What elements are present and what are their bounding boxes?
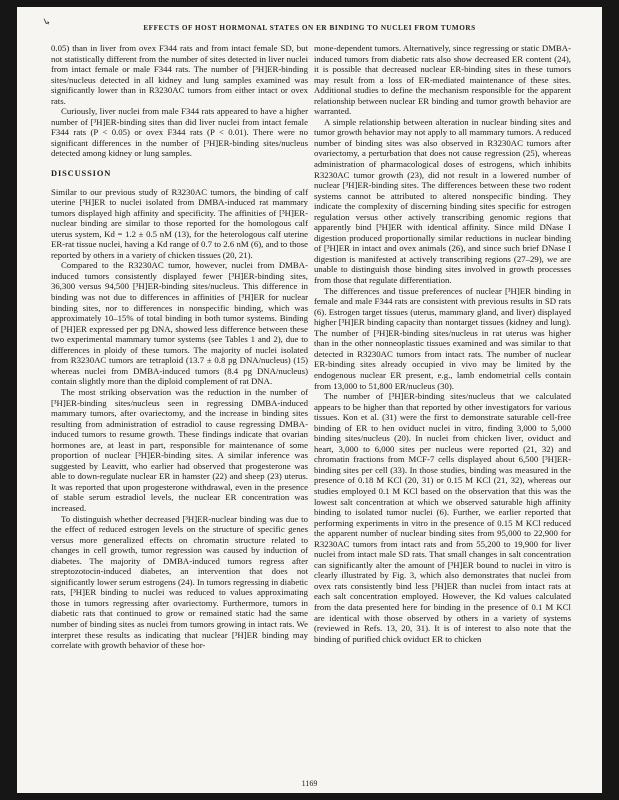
paragraph: Similar to our previous study of R3230AC tumors, the binding of calf uterine [³H]ER to nuclei isolated from DMBA-induced rat mammary tumors displayed high affinity and specificity. The affinities of [³H]ER-nuclear binding are similar to those reported for the homologous calf uterus system, Kd = 1.2 ± 0.5 nM (13), for the heterologous calf uterine ER-rat tissue nuclei, having a Kd range of 0.7 to 2.6 nM (6), and to those reported by others in a variety of chicken tissues (20, 21). (51, 186, 308, 260)
paragraph: mone-dependent tumors. Alternatively, since regressing or static DMBA-induced tumors from diabetic rats also show decreased ER content (24), it is possible that decreased nuclear ER-binding sites in these tumors may result from a loss of ER-mediated maintenance of these sites. Additional studies to define the mechanism responsible for the apparent relationship between nuclear ER binding and tumor growth behavior are warranted. (314, 43, 571, 117)
paragraph: The most striking observation was the reduction in the number of [³H]ER-binding sites/nucleus seen in regressing DMBA-induced mammary tumors, after ovariectomy, and the increase in binding sites resulting from administration of estradiol to cause regressing DMBA-induced tumors to resume growth. These findings indicate that ovarian hormones are, at least in part, responsible for maintenance of some proportion of nuclear [³H]ER-binding sites. A similar inference was suggested by Leavitt, who earlier had observed that progesterone was able to down-regulate nuclear ER in hamster (22) and sheep (23) uterus. It was reported that upon progesterone withdrawal, even in the presence of stable serum estradiol levels, the nuclear ER concentration was increased. (51, 386, 308, 513)
paragraph: To distinguish whether decreased [³H]ER-nuclear binding was due to the effect of reduced estrogen levels on the structure of specific genes versus more generalized effects on chromatin structure related to changes in cell growth, tumor regression was caused by induction of diabetes. The majority of DMBA-induced tumors regress after streptozotocin-induced diabetes, an intervention that does not significantly lower serum estrogens (24). In tumors regressing in diabetic rats, [³H]ER binding to nuclei was reduced to values approximating those in tumors regressing after ovariectomy. Furthermore, tumors in diabetic rats that continued to grow or remained static had the same number of binding sites as nuclei from tumors growing in intact rats. We interpret these results as indicating that nuclear [³H]ER binding may correlate with growth behavior of these hor- (51, 513, 308, 651)
running-head: EFFECTS OF HOST HORMONAL STATES ON ER BINDING TO NUCLEI FROM TUMORS (143, 24, 476, 32)
paragraph: Curiously, liver nuclei from male F344 rats appeared to have a higher number of [³H]ER-binding sites than did liver nuclei from intact female F344 rats (P < 0.05) or ovex F344 rats (P < 0.01). There were no significant differences in the number of [³H]ER-binding sites/nucleus detected among kidney or lung samples. (51, 106, 308, 159)
corner-mark: ↳ (41, 15, 54, 30)
paragraph: The number of [³H]ER-binding sites/nucleus that we calculated appears to be higher than that reported by other investigators for various tissues. Kon et al. (31) were the first to demonstrate saturable cell-free binding of ER to hen oviduct nuclei in vitro, finding 3,000 to 5,000 binding sites/nucleus (20). In nuclei from chicken liver, oviduct and heart, 3,000 to 6,000 sites per nucleus were reported (21, 32) and chromatin fractions from MCF-7 cells displayed about 6,500 [³H]ER-binding sites per cell (33). In those studies, binding was measured in the presence of 0.18 M KCl (20, 31) or 0.15 M KCl (21, 32), whereas our studies employed 0.1 M KCl based on the observation that this was the lowest salt concentration at which we observed saturable high affinity binding to isolated tumor nuclei (6). Further, we earlier reported that performing experiments in vitro in the presence of 0.15 M KCl reduced the apparent number of nuclear binding sites from 95,000 to 22,900 for R3230AC tumors from intact rats and from 55,200 to 19,900 for liver nuclei from intact male SD rats. That small changes in salt concentration can significantly alter the amount of [³H]ER bound to nuclei in vitro is clearly illustrated by Fig. 3, which also demonstrates that nuclei from ovex rats consistently bind less [³H]ER than nuclei from intact rats at each salt concentration employed. However, the Kd values calculated from the data presented here for binding in the presence of 0.1 M KCl are identical with those observed by others in a variety of systems (reviewed in Refs. 13, 20, 31). It is of interest to also note that the binding of purified chick oviduct ER to chicken (314, 391, 571, 644)
paragraph: Compared to the R3230AC tumor, however, nuclei from DMBA-induced tumors consistently displayed fewer [³H]ER-binding sites, 36,300 versus 94,500 [³H]ER-binding sites/nucleus. This difference in binding was not due to differences in affinities of [³H]ER for nuclear binding sites, nor to differences in nonspecific binding, which was approximately 10–15% of total binding in both tumor systems. Binding of [³H]ER expressed per pg DNA, showed less difference between these two experimental mammary tumor systems (see Tables 1 and 2), due to differences in ploidy of these tumors. The majority of nuclei isolated from R3230AC tumors are tetraploid (13.7 ± 0.8 pg DNA/nucleus) (15) whereas nuclei from DMBA-induced tumors (8.4 pg DNA/nucleus) contain slightly more than the diploid complement of rat DNA. (51, 260, 308, 387)
paragraph: The differences and tissue preferences of nuclear [³H]ER binding in female and male F344 rats are consistent with previous results in SD rats (6). Estrogen target tissues (uterus, mammary gland, and liver) displayed higher [³H]ER binding capacity than nontarget tissues (kidney and lung). The number of [³H]ER-binding sites/nucleus in rat uterus was higher than in the other nonneoplastic tissues examined and was similar to that detected in R3230AC tumors from intact rats. The number of nuclear ER-binding sites already occupied in vivo may be limited by the endogenous nuclear ER present, e.g., lamb endometrial cells contain from 13,000 to 51,800 ER/nucleus (30). (314, 285, 571, 391)
paragraph: 0.05) than in liver from ovex F344 rats and from intact female SD, but not statistically different from the number of sites detected in liver nuclei from intact female or male F344 rats. The number of [³H]ER-binding sites/nucleus detected in all kidney and lung samples examined was significantly lower than in R3230AC tumors from either intact or ovex rats. (51, 43, 308, 106)
section-heading: DISCUSSION (51, 169, 112, 179)
left-column (51, 43, 308, 651)
journal-page (17, 7, 602, 793)
right-column (314, 43, 571, 644)
paragraph: A simple relationship between alteration in nuclear binding sites and tumor growth behavior may not apply to all mammary tumors. A reduced number of binding sites was also observed in R3230AC tumors after ovariectomy, a perturbation that does not cause regression (25), whereas administration of pharmacological doses of estrogens, which inhibits R3230AC tumor growth (23), did not result in a lowered number of nuclear [³H]ER-binding sites. The differences between these two rodent systems cannot be attributed to altered nonspecific binding. They indicate the complexity of discerning binding sites specific for estrogen regulation versus other actively transcribing genomic regions that apparently bind [³H]ER with identical affinity. Since mild DNase I digestion produced proportionally similar reductions in nuclear binding of [³H]ER in intact and ovex animals (26), and since such brief DNase I digestion is manifested at actively transcribing regions (27–29), we are unable to distinguish those binding sites involved in growth processes from those that regulate differentiation. (314, 116, 571, 286)
page-number: 1169 (301, 779, 318, 788)
